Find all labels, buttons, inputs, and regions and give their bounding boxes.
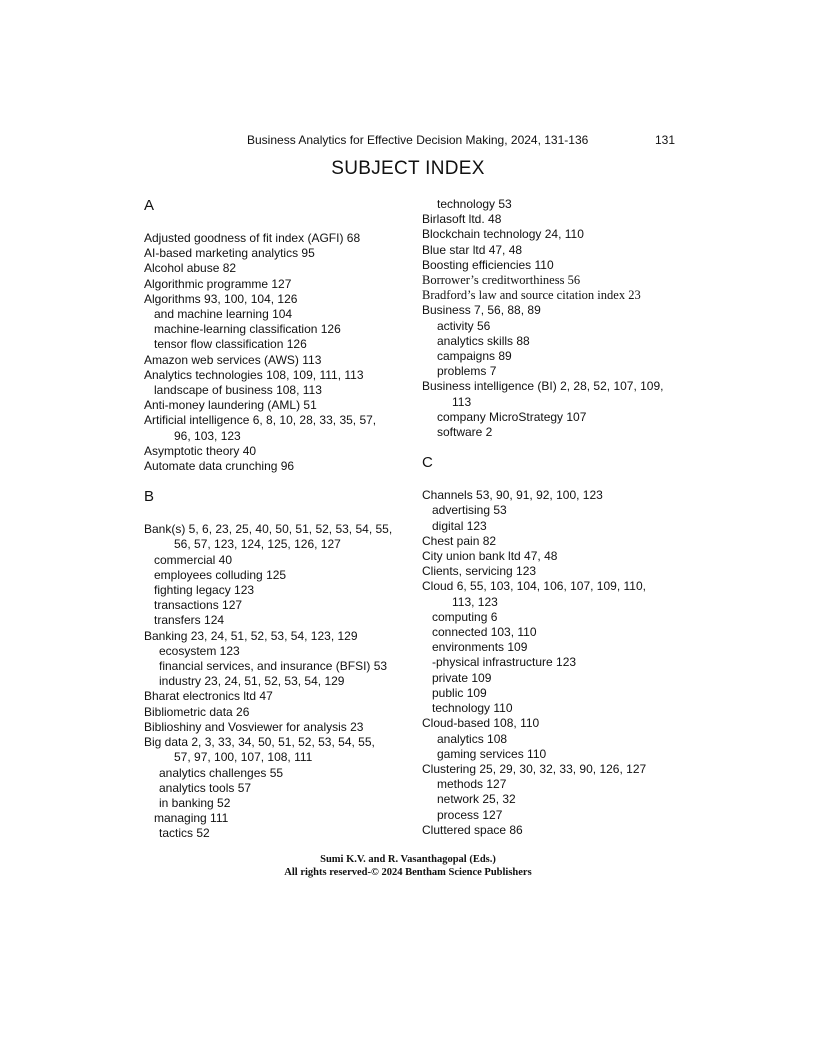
index-entry: Anti-money laundering (AML) 51 — [144, 398, 317, 413]
index-entry: Business 7, 56, 88, 89 — [422, 303, 541, 318]
index-entry: Adjusted goodness of fit index (AGFI) 68 — [144, 231, 361, 245]
page-title: SUBJECT INDEX — [331, 158, 485, 179]
index-entry: Business intelligence (BI) 2, 28, 52, 107, 109, — [422, 379, 664, 394]
index-subentry: transactions 127 — [154, 598, 243, 613]
index-subentry: employees colluding 125 — [154, 567, 287, 582]
index-column-left — [144, 197, 414, 842]
index-entry: Analytics technologies 108, 109, 111, 113 — [144, 367, 364, 382]
index-entry: Blue star ltd 47, 48 — [422, 242, 523, 257]
index-entry-continuation: 56, 57, 123, 124, 125, 126, 127 — [174, 537, 341, 552]
index-subentry: tactics 52 — [159, 826, 210, 841]
index-entry: Cloud 6, 55, 103, 104, 106, 107, 109, 110, — [422, 579, 646, 594]
index-column-right — [422, 197, 692, 838]
index-entry: Banking 23, 24, 51, 52, 53, 54, 123, 129 — [144, 628, 358, 643]
index-entry: City union bank ltd 47, 48 — [422, 549, 558, 564]
footer-rights: All rights reserved-© 2024 Bentham Science Publishers — [284, 867, 532, 878]
index-subentry: campaigns 89 — [437, 349, 512, 364]
index-subentry: gaming services 110 — [437, 746, 547, 761]
index-entry: Chest pain 82 — [422, 533, 497, 548]
index-entry: Borrower’s creditworthiness 56 — [422, 273, 581, 288]
index-entry: Algorithmic programme 127 — [144, 276, 292, 291]
index-subentry: in banking 52 — [159, 795, 231, 810]
index-entry: Boosting efficiencies 110 — [422, 257, 554, 272]
index-entry: AI-based marketing analytics 95 — [144, 246, 315, 261]
index-subentry: and machine learning 104 — [154, 307, 293, 322]
index-entry: Clustering 25, 29, 30, 32, 33, 90, 126, 127 — [422, 761, 647, 776]
index-entry: Cluttered space 86 — [422, 822, 523, 837]
index-subentry: company MicroStrategy 107 — [437, 409, 587, 424]
index-entry: Bank(s) 5, 6, 23, 25, 40, 50, 51, 52, 53, 54, 55, — [144, 522, 393, 537]
index-subentry: analytics skills 88 — [437, 333, 530, 348]
index-subentry: environments 109 — [432, 640, 528, 655]
index-subentry: process 127 — [437, 807, 503, 822]
index-subentry: analytics challenges 55 — [159, 765, 284, 780]
index-entry: Birlasoft ltd. 48 — [422, 212, 502, 227]
page-footer — [0, 853, 816, 879]
index-subentry: commercial 40 — [154, 552, 233, 567]
index-entry: Blockchain technology 24, 110 — [422, 227, 584, 242]
index-subentry: industry 23, 24, 51, 52, 53, 54, 129 — [159, 674, 345, 689]
index-subentry: computing 6 — [432, 609, 498, 624]
index-entry: Amazon web services (AWS) 113 — [144, 352, 322, 367]
index-subentry: fighting legacy 123 — [154, 583, 255, 598]
index-entry-continuation: 113 — [452, 394, 472, 409]
index-subentry: ecosystem 123 — [159, 643, 240, 658]
index-subentry: landscape of business 108, 113 — [154, 383, 322, 398]
footer-editors: Sumi K.V. and R. Vasanthagopal (Eds.) — [320, 854, 496, 865]
index-entry-continuation: 113, 123 — [452, 594, 498, 609]
index-entry: Biblioshiny and Vosviewer for analysis 23 — [144, 719, 364, 734]
index-subentry: financial services, and insurance (BFSI) 53 — [159, 659, 388, 674]
index-subentry: machine-learning classification 126 — [154, 322, 341, 337]
index-subentry: activity 56 — [437, 318, 491, 333]
index-subentry: network 25, 32 — [437, 792, 516, 807]
index-entry: Algorithms 93, 100, 104, 126 — [144, 291, 298, 306]
index-subentry: methods 127 — [437, 777, 507, 792]
index-subentry: analytics 108 — [437, 731, 508, 746]
index-entry: Asymptotic theory 40 — [144, 443, 257, 458]
page-number: 131 — [655, 133, 676, 147]
index-subentry: technology 53 — [437, 197, 512, 211]
index-entry: Bibliometric data 26 — [144, 704, 250, 719]
index-subentry: connected 103, 110 — [432, 625, 537, 640]
index-entry: Bradford’s law and source citation index 23 — [422, 288, 641, 303]
index-subentry: analytics tools 57 — [159, 780, 252, 795]
index-subentry: technology 110 — [432, 701, 513, 716]
section-letter-a: A — [144, 197, 155, 214]
index-subentry: public 109 — [432, 685, 487, 700]
index-entry: Alcohol abuse 82 — [144, 261, 237, 276]
section-letter-b: B — [144, 488, 155, 506]
index-subentry: transfers 124 — [154, 613, 225, 628]
index-entry: Channels 53, 90, 91, 92, 100, 123 — [422, 488, 603, 503]
index-entry: Automate data crunching 96 — [144, 459, 295, 474]
index-subentry: advertising 53 — [432, 503, 507, 518]
index-entry-continuation: 96, 103, 123 — [174, 428, 241, 443]
index-subentry: digital 123 — [432, 518, 487, 533]
index-entry: Bharat electronics ltd 47 — [144, 689, 273, 704]
running-head — [0, 133, 816, 149]
index-subentry: private 109 — [432, 670, 492, 685]
section-letter-c: C — [422, 454, 433, 472]
index-entry-continuation: 57, 97, 100, 107, 108, 111 — [174, 750, 313, 765]
index-subentry: -physical infrastructure 123 — [432, 655, 577, 670]
index-entry: Clients, servicing 123 — [422, 564, 537, 579]
index-entry: Artificial intelligence 6, 8, 10, 28, 33, 35, 57, — [144, 413, 377, 428]
index-subentry: tensor flow classification 126 — [154, 337, 307, 352]
index-subentry: problems 7 — [437, 364, 497, 379]
index-subentry: managing 111 — [154, 811, 229, 826]
index-subentry: software 2 — [437, 425, 493, 440]
running-title: Business Analytics for Effective Decision Making, 2024, 131-136 — [247, 133, 589, 147]
index-entry: Cloud-based 108, 110 — [422, 716, 540, 731]
index-entry: Big data 2, 3, 33, 34, 50, 51, 52, 53, 54, 55, — [144, 735, 375, 750]
